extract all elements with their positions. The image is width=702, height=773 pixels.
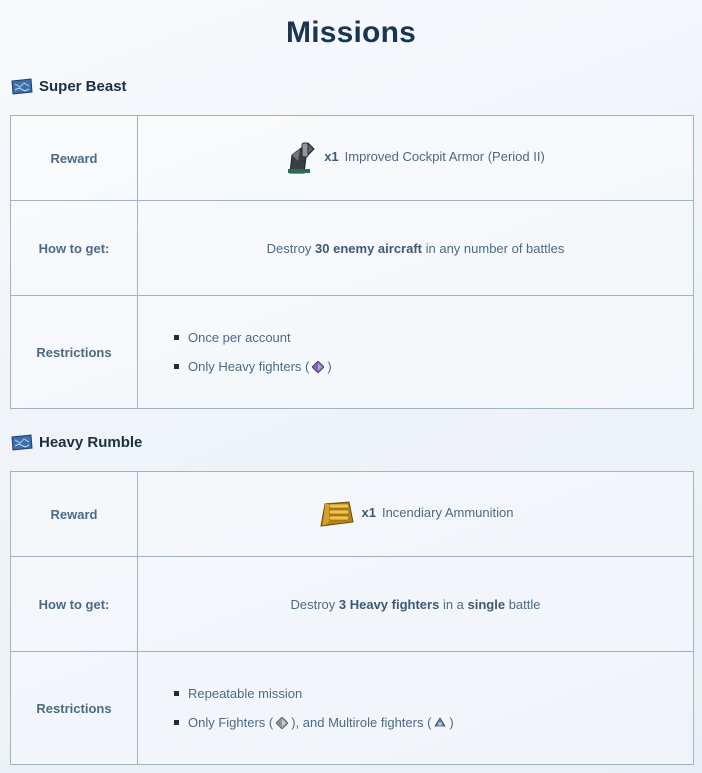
how-text: Destroy: [290, 596, 339, 612]
reward-cell: [138, 472, 694, 557]
list-item: [174, 352, 693, 381]
restriction-text: Repeatable mission: [188, 686, 303, 701]
restrictions-cell: [138, 652, 694, 765]
restrictions-label: Restrictions: [11, 652, 138, 765]
page-title: Missions: [286, 16, 416, 49]
restrictions-list: [138, 679, 693, 737]
table-row: [11, 472, 694, 557]
how-emphasis: 3 Heavy fighters: [338, 596, 440, 612]
how-to-get-label: How to get:: [11, 201, 138, 296]
mission-header-heavy-rumble: [11, 431, 142, 453]
table-row: [11, 296, 694, 409]
reward-label: Reward: [11, 472, 138, 557]
table-row: [11, 201, 694, 296]
how-to-get-label: How to get:: [11, 557, 138, 652]
incendiary-ammo-icon: [318, 498, 356, 528]
restrictions-cell: [138, 296, 694, 409]
restriction-text: Only Heavy fighters (: [188, 359, 310, 374]
restriction-text: ): [327, 359, 332, 374]
table-row: [11, 557, 694, 652]
restriction-text: Only Fighters (: [188, 715, 274, 730]
how-to-get-value: [138, 201, 694, 296]
mission-table-super-beast: [10, 115, 694, 409]
restrictions-list: [138, 323, 693, 381]
table-row: [11, 116, 694, 201]
heavy-fighter-icon: [312, 361, 324, 373]
list-item: [174, 679, 693, 708]
list-item: [174, 323, 693, 352]
map-flag-icon: [11, 78, 33, 95]
map-flag-icon: [11, 434, 33, 451]
reward-quantity: x1: [361, 505, 376, 520]
mission-name: Heavy Rumble: [39, 433, 143, 451]
cockpit-armor-icon: [286, 139, 318, 175]
reward-label: Reward: [11, 116, 138, 201]
how-emphasis: single: [467, 596, 506, 612]
mission-header-super-beast: [11, 75, 127, 97]
restrictions-label: Restrictions: [11, 296, 138, 409]
mission-name: Super Beast: [39, 77, 127, 95]
how-text: battle: [505, 596, 541, 612]
reward-cell: [138, 116, 694, 201]
restriction-text: Once per account: [188, 330, 291, 345]
table-row: [11, 652, 694, 765]
restriction-text: ): [449, 715, 454, 730]
reward-name: Improved Cockpit Armor (Period II): [344, 149, 545, 164]
how-text: in any number of battles: [422, 240, 565, 256]
reward-quantity: x1: [324, 149, 339, 164]
how-to-get-value: [138, 557, 694, 652]
multirole-fighter-icon: [434, 717, 446, 729]
reward-name: Incendiary Ammunition: [381, 505, 514, 520]
mission-table-heavy-rumble: [10, 471, 694, 765]
how-text: in a: [439, 596, 468, 612]
restriction-text: ), and Multirole fighters (: [291, 715, 432, 730]
list-item: [174, 708, 693, 737]
how-emphasis: 30 enemy aircraft: [315, 240, 422, 256]
fighter-icon: [276, 717, 288, 729]
how-text: Destroy: [266, 240, 316, 256]
